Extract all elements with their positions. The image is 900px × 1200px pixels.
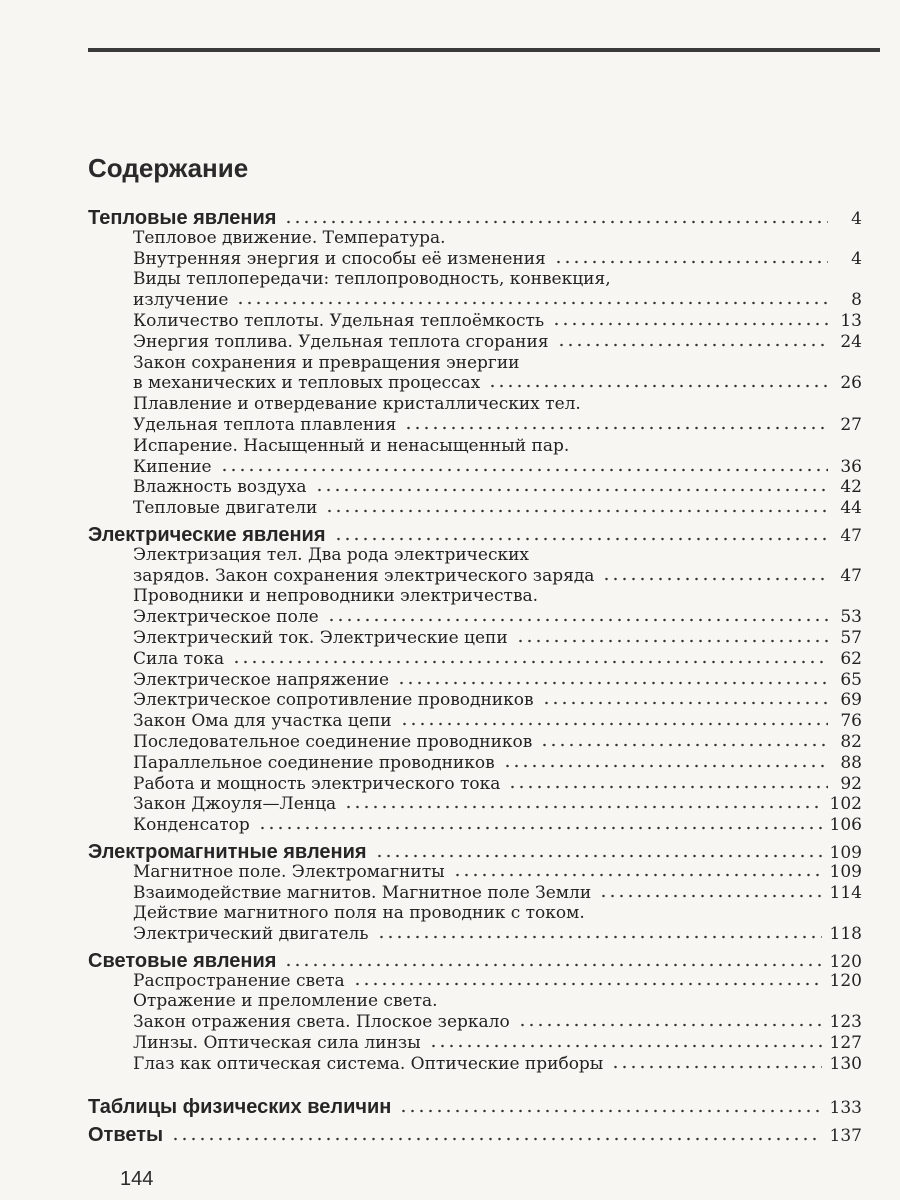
dot-leader [552,322,828,326]
toc-entry [88,649,862,670]
header-rule [88,48,880,52]
page-ref: 123 [829,1012,862,1033]
dot-leader [327,618,828,622]
toc-entry [88,353,862,374]
dot-leader [284,220,828,224]
toc-entry-label: Закон отражения света. Плоское зеркало [133,1012,510,1033]
toc-entry-label: Электрический ток. Электрические цепи [133,627,508,648]
toc-entry [88,732,862,753]
page-ref: 137 [829,1126,862,1147]
dot-leader [236,301,828,305]
toc-entry [88,228,862,249]
toc-entry-label: Энергия топлива. Удельная теплота сгорания [133,331,549,352]
dot-leader [611,1065,821,1069]
page-ref: 24 [840,331,862,352]
toc-entry [88,311,862,332]
toc-entry [88,269,862,290]
dot-leader [503,764,828,768]
toc-entry [88,249,862,270]
toc-section-label: Таблицы физических величин [88,1095,392,1118]
toc-entry [88,1033,862,1054]
toc-section [88,1124,862,1145]
toc-entry-label: Электрический двигатель [133,924,369,945]
dot-leader [375,854,822,858]
page-ref: 76 [840,711,862,732]
toc-entry-label: Электрическое сопротивление проводников [133,690,534,711]
dot-leader [516,639,828,643]
page-ref: 47 [840,525,862,546]
toc-entry [88,924,862,945]
toc-entry-label: излучение [133,290,229,311]
toc-section-label: Тепловые явления [88,207,277,229]
dot-leader [400,722,828,726]
toc-entry [88,498,862,519]
toc-entry [88,690,862,711]
dot-leader [353,982,822,986]
dot-leader [599,894,821,898]
toc-entry [88,373,862,394]
toc-entry-label: Влажность воздуха [133,477,307,498]
toc-entry-label: Электрическое напряжение [133,669,390,690]
toc-entry-label: Кипение [133,456,212,477]
page-number: 144 [120,1168,154,1190]
toc-entry-label: Сила тока [133,648,225,669]
toc-entry-label: Плавление и отвердевание кристаллических тел. [133,394,581,415]
page-ref: 47 [840,565,862,586]
toc-section-label: Световые явления [88,949,277,972]
dot-leader [542,701,828,705]
page-ref: 120 [829,951,862,972]
toc-entry-label: зарядов. Закон сохранения электрического заряда [133,565,595,586]
page-ref: 92 [840,773,862,794]
toc-entry-label: Действие магнитного поля на проводник с током. [133,903,585,924]
toc-entry-label: Удельная теплота плавления [133,414,397,435]
page-ref: 53 [840,607,862,628]
toc-entry [88,971,862,992]
toc-entry [88,394,862,415]
dot-leader [397,681,828,685]
page-ref: 130 [829,1053,862,1074]
toc-entry [88,670,862,691]
toc-entry-label: Закон Ома для участка цепи [133,711,392,732]
dot-leader [399,1109,821,1113]
toc-entry [88,436,862,457]
toc-entry [88,774,862,795]
page-ref: 36 [840,456,862,477]
toc-entry [88,477,862,498]
toc-entry-label: Электрическое поле [133,607,319,628]
toc-entry-label: в механических и тепловых процессах [133,373,481,394]
dot-leader [508,785,828,789]
table-of-contents [88,207,862,1145]
toc-entry [88,794,862,815]
toc-entry-label: Виды теплопередачи: теплопроводность, конвекция, [133,269,611,290]
dot-leader [429,1044,822,1048]
dot-leader [557,343,828,347]
page-ref: 42 [840,477,862,498]
dot-leader [284,963,821,967]
dot-leader [232,660,828,664]
dot-leader [404,426,828,430]
page-ref: 8 [851,290,862,311]
page-ref: 118 [829,924,862,945]
toc-entry-label: Отражение и преломление света. [133,991,438,1012]
toc-entry [88,607,862,628]
page-ref: 4 [851,209,862,229]
page-ref: 120 [829,970,862,991]
toc-entry-label: Взаимодействие магнитов. Магнитное поле Земли [133,882,592,903]
toc-entry [88,883,862,904]
toc-entry-label: Линзы. Оптическая сила линзы [133,1033,421,1054]
page-ref: 26 [840,373,862,394]
dot-leader [258,826,822,830]
dot-leader [453,873,822,877]
page-ref: 69 [840,690,862,711]
toc-entry [88,991,862,1012]
toc-entry-label: Последовательное соединение проводников [133,731,533,752]
page-ref: 106 [829,815,862,836]
dot-leader [518,1023,822,1027]
toc-section-label: Ответы [88,1124,164,1147]
toc-entry-label: Электризация тел. Два рода электрических [133,544,530,565]
page-ref: 127 [829,1033,862,1054]
dot-leader [488,384,828,388]
toc-entry [88,862,862,883]
toc-entry-label: Закон Джоуля—Ленца [133,794,337,815]
dot-leader [554,260,828,264]
toc-entry-label: Глаз как оптическая система. Оптические приборы [133,1053,604,1074]
toc-section [88,524,862,545]
toc-section-label: Электромагнитные явления [88,840,367,863]
toc-entry-label: Испарение. Насыщенный и ненасыщенный пар. [133,435,570,456]
toc-entry-label: Параллельное соединение проводников [133,752,495,773]
toc-entry [88,545,862,566]
toc-entry-label: Закон сохранения и превращения энергии [133,352,520,373]
dot-leader [540,743,828,747]
toc-entry [88,753,862,774]
dot-leader [334,537,829,541]
toc-entry [88,1012,862,1033]
toc-entry-label: Внутренняя энергия и способы её изменения [133,248,546,269]
page-title: Содержание [88,153,249,183]
toc-entry [88,415,862,436]
page-ref: 27 [840,414,862,435]
toc-section [88,1096,862,1117]
dot-leader [315,488,829,492]
toc-entry [88,628,862,649]
toc-section-label: Электрические явления [88,523,326,546]
page-ref: 65 [840,669,862,690]
toc-entry-label: Распространение света [133,970,345,991]
toc-entry-label: Проводники и непроводники электричества. [133,586,539,607]
page-ref: 109 [829,861,862,882]
toc-section [88,207,862,228]
dot-leader [602,577,828,581]
toc-entry-label: Тепловое движение. Температура. [133,227,446,248]
toc-entry [88,586,862,607]
page-ref: 114 [829,882,862,903]
toc-entry [88,290,862,311]
page-ref: 57 [840,627,862,648]
page-ref: 102 [829,794,862,815]
toc-section [88,841,862,862]
toc-entry [88,457,862,478]
dot-leader [377,935,822,939]
toc-entry-label: Количество теплоты. Удельная теплоёмкость [133,310,545,331]
toc-section [88,950,862,971]
dot-leader [220,468,828,472]
toc-entry [88,566,862,587]
toc-entry [88,711,862,732]
page-ref: 62 [840,648,862,669]
page-ref: 82 [840,731,862,752]
dot-leader [344,805,821,809]
toc-entry-label: Работа и мощность электрического тока [133,773,501,794]
page-ref: 4 [851,248,862,269]
toc-entry [88,903,862,924]
toc-entry-label: Тепловые двигатели [133,498,318,519]
dot-leader [325,509,828,513]
page-ref: 109 [829,842,862,863]
toc-entry [88,332,862,353]
page-ref: 88 [840,752,862,773]
dot-leader [171,1137,821,1141]
page-ref: 133 [829,1097,862,1118]
toc-entry-label: Конденсатор [133,815,250,836]
toc-entry [88,1054,862,1075]
page-ref: 13 [840,310,862,331]
page-ref: 44 [840,498,862,519]
toc-entry-label: Магнитное поле. Электромагниты [133,861,445,882]
toc-entry [88,815,862,836]
